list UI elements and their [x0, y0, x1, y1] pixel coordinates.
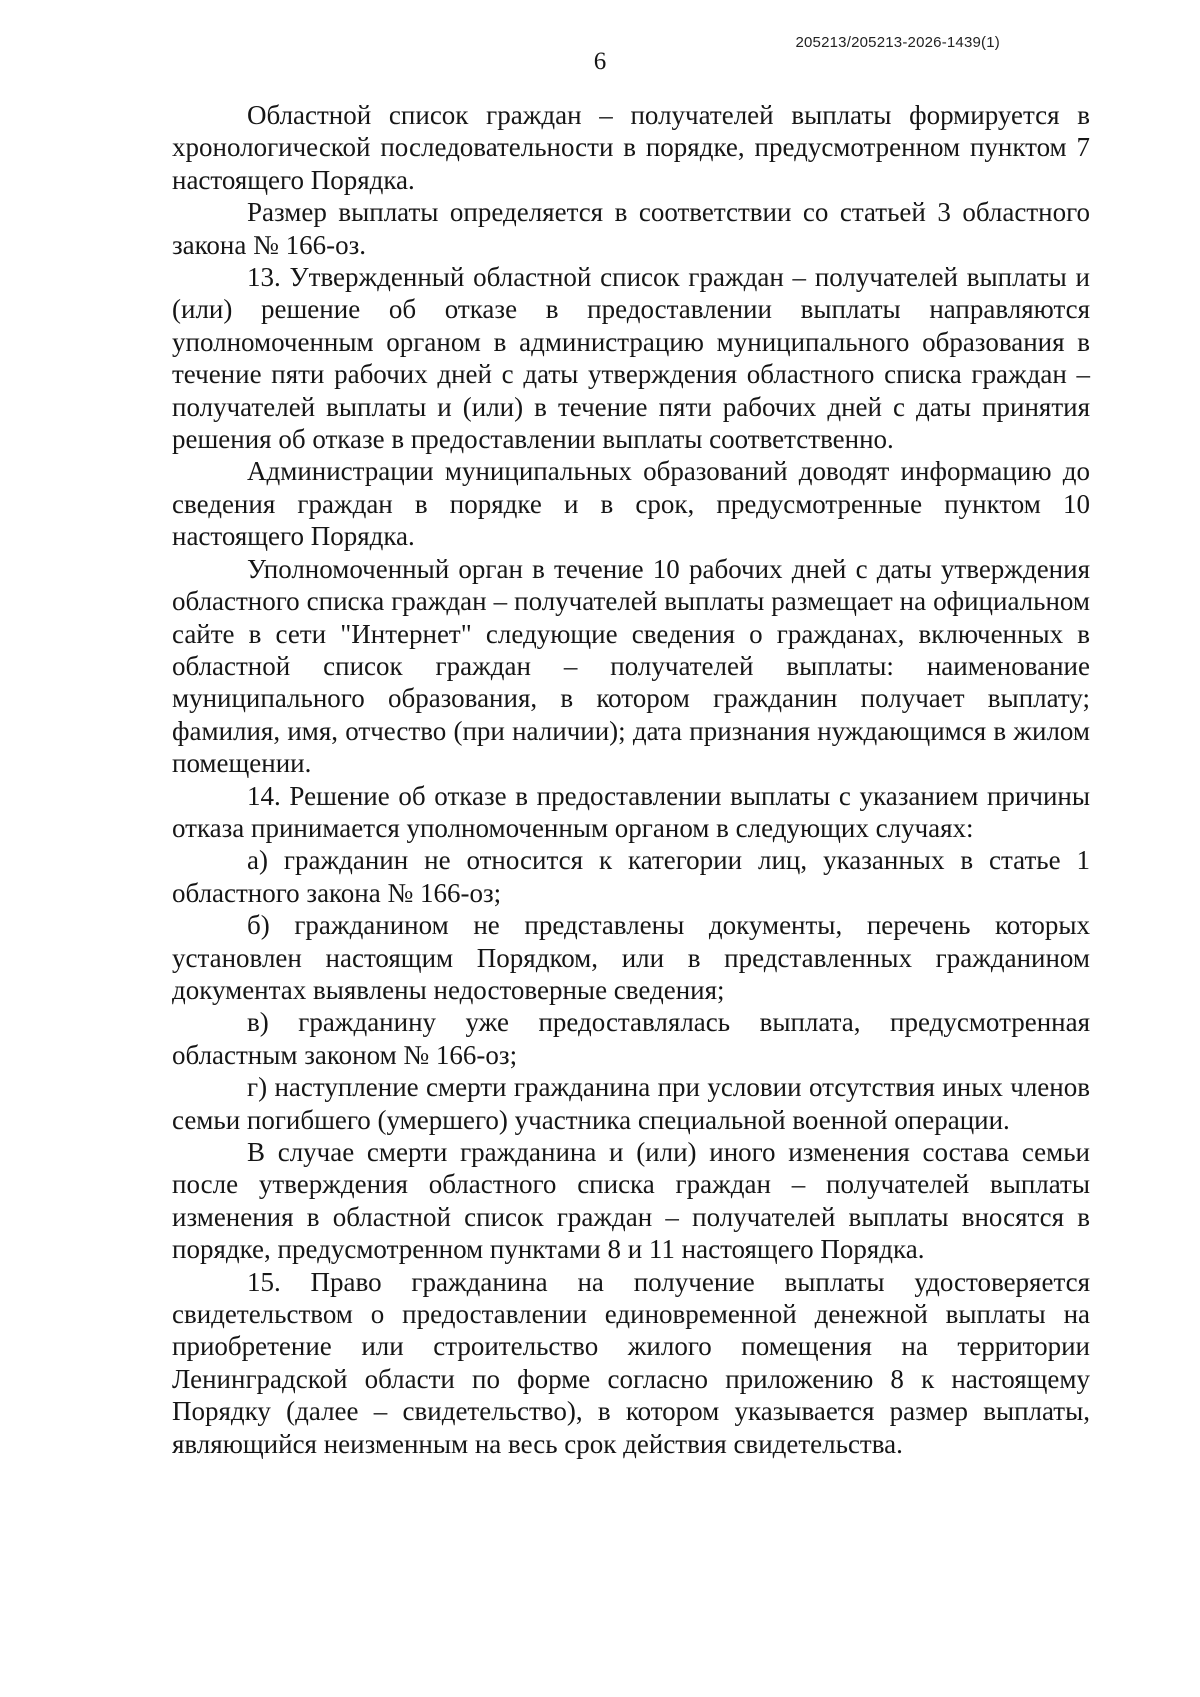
paragraph-item-14-g: г) наступление смерти гражданина при условии отсутствия иных членов семьи погибшего (умершего) участника специальной военной операции.	[172, 1072, 1090, 1135]
paragraph-death-changes: В случае смерти гражданина и (или) иного изменения состава семьи после утверждения областного списка граждан – получателей выплаты изменения в областной список граждан – получателей выплаты вносятся в порядке, предусмотренном пунктами 8 и 11 настоящего Порядка.	[172, 1137, 1090, 1265]
paragraph-item-15: 15. Право гражданина на получение выплаты удостоверяется свидетельством о предоставлении единовременной денежной выплаты на приобретение или строительство жилого помещения на территории Ленинградской области по форме согласно приложению 8 к настоящему Порядку (далее – свидетельство), в котором указывается размер выплаты, являющийся неизменным на весь срок действия свидетельства.	[172, 1266, 1090, 1459]
paragraph-item-14: 14. Решение об отказе в предоставлении выплаты с указанием причины отказа принимается уполномоченным органом в следующих случаях:	[172, 780, 1090, 843]
paragraph-item-13: 13. Утвержденный областной список граждан – получателей выплаты и (или) решение об отказе в предоставлении выплаты направляются уполномоченным органом в администрацию муниципального образования в течение пяти рабочих дней с даты утверждения областного списка граждан – получателей выплаты и (или) в течение пяти рабочих дней с даты принятия решения об отказе в предоставлении выплаты соответственно.	[172, 262, 1090, 455]
paragraph-item-14-a: а) гражданин не относится к категории лиц, указанных в статье 1 областного закона № 166-оз;	[172, 845, 1090, 908]
paragraph-item-14-b: б) гражданином не представлены документы, перечень которых установлен настоящим Порядком, или в представленных гражданином документах выявлены недостоверные сведения;	[172, 910, 1090, 1005]
paragraph-internet-publication: Уполномоченный орган в течение 10 рабочих дней с даты утверждения областного списка граждан – получателей выплаты размещает на официальном сайте в сети "Интернет" следующие сведения о гражданах, включенных в областной список граждан – получателей выплаты: наименование муниципального образования, в котором гражданин получает выплату; фамилия, имя, отчество (при наличии); дата признания нуждающимся в жилом помещении.	[172, 553, 1090, 779]
document-body	[172, 99, 1090, 1460]
page-number: 6	[593, 48, 607, 75]
document-number: 205213/205213-2026-1439(1)	[795, 34, 1000, 51]
paragraph-list-formation: Областной список граждан – получателей выплаты формируется в хронологической последовательности в порядке, предусмотренном пунктом 7 настоящего Порядка.	[172, 100, 1090, 195]
paragraph-payment-amount: Размер выплаты определяется в соответствии со статьей 3 областного закона № 166-оз.	[172, 197, 1090, 260]
paragraph-administrations-inform: Администрации муниципальных образований доводят информацию до сведения граждан в порядке и в срок, предусмотренные пунктом 10 настоящего Порядка.	[172, 456, 1090, 552]
paragraph-item-14-v: в) гражданину уже предоставлялась выплата, предусмотренная областным законом № 166-оз;	[172, 1007, 1090, 1070]
